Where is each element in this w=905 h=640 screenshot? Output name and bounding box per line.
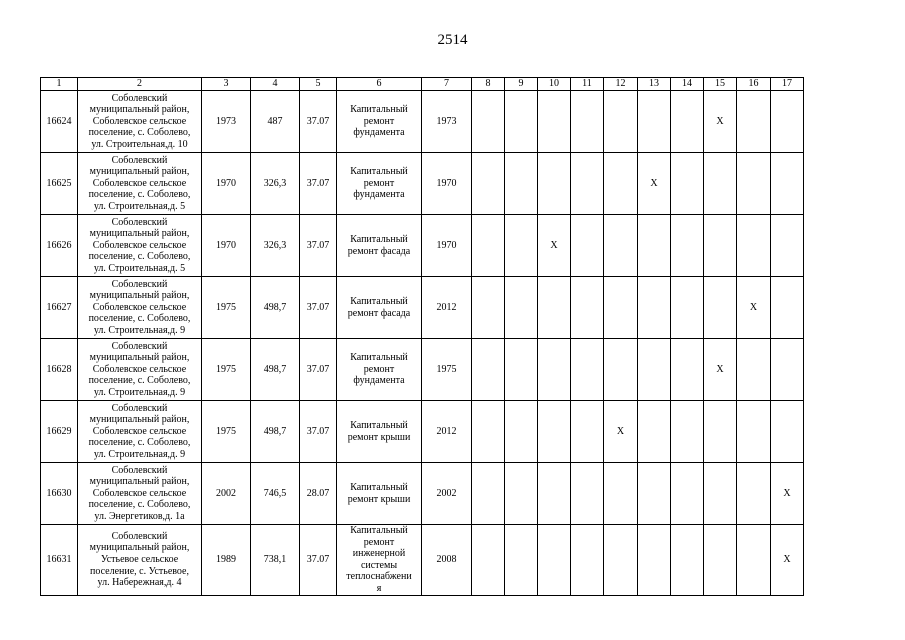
empty-cell — [604, 277, 638, 339]
empty-cell — [737, 215, 771, 277]
work-year-cell: 2008 — [422, 525, 472, 596]
table-row — [41, 153, 804, 215]
year-built-cell: 1975 — [202, 401, 251, 463]
work-type-cell: Капитальный ремонт фундамента — [337, 91, 422, 153]
column-header: 7 — [422, 78, 472, 91]
column-header: 14 — [671, 78, 704, 91]
year-built-cell: 1975 — [202, 277, 251, 339]
work-type-cell: Капитальный ремонт крыши — [337, 463, 422, 525]
empty-cell — [671, 215, 704, 277]
mark-cell: Х — [704, 91, 737, 153]
mark-cell: Х — [604, 401, 638, 463]
empty-cell — [638, 339, 671, 401]
code-cell: 37.07 — [300, 525, 337, 596]
empty-cell — [771, 215, 804, 277]
empty-cell — [638, 215, 671, 277]
empty-cell — [704, 401, 737, 463]
empty-cell — [604, 525, 638, 596]
empty-cell — [704, 463, 737, 525]
mark-cell: Х — [771, 525, 804, 596]
empty-cell — [472, 277, 505, 339]
column-header: 13 — [638, 78, 671, 91]
empty-cell — [604, 91, 638, 153]
empty-cell — [505, 339, 538, 401]
row-id-cell: 16629 — [41, 401, 78, 463]
empty-cell — [704, 525, 737, 596]
work-type-cell: Капитальный ремонт фундамента — [337, 153, 422, 215]
code-cell: 28.07 — [300, 463, 337, 525]
column-header: 5 — [300, 78, 337, 91]
address-cell: Соболевский муниципальный район, Соболевское сельское поселение, с. Соболево, ул. Строительная,д. 9 — [78, 339, 202, 401]
empty-cell — [538, 277, 571, 339]
column-header-row — [41, 78, 804, 91]
empty-cell — [671, 91, 704, 153]
empty-cell — [737, 525, 771, 596]
empty-cell — [472, 401, 505, 463]
empty-cell — [604, 215, 638, 277]
empty-cell — [737, 463, 771, 525]
empty-cell — [771, 339, 804, 401]
code-cell: 37.07 — [300, 91, 337, 153]
empty-cell — [704, 215, 737, 277]
empty-cell — [771, 153, 804, 215]
mark-cell: Х — [638, 153, 671, 215]
work-type-cell: Капитальный ремонт фасада — [337, 277, 422, 339]
empty-cell — [638, 401, 671, 463]
empty-cell — [704, 277, 737, 339]
mark-cell: Х — [771, 463, 804, 525]
empty-cell — [771, 277, 804, 339]
table-row — [41, 277, 804, 339]
table-row — [41, 401, 804, 463]
work-type-cell: Капитальный ремонт фундамента — [337, 339, 422, 401]
empty-cell — [604, 339, 638, 401]
area-cell: 738,1 — [251, 525, 300, 596]
empty-cell — [472, 153, 505, 215]
empty-cell — [571, 277, 604, 339]
repair-schedule-table — [40, 77, 804, 596]
row-id-cell: 16631 — [41, 525, 78, 596]
area-cell: 746,5 — [251, 463, 300, 525]
work-type-cell: Капитальный ремонт инженерной системы теплоснабжени я — [337, 525, 422, 596]
row-id-cell: 16628 — [41, 339, 78, 401]
empty-cell — [571, 339, 604, 401]
code-cell: 37.07 — [300, 339, 337, 401]
empty-cell — [571, 215, 604, 277]
empty-cell — [571, 91, 604, 153]
column-header: 4 — [251, 78, 300, 91]
area-cell: 498,7 — [251, 401, 300, 463]
area-cell: 326,3 — [251, 153, 300, 215]
address-cell: Соболевский муниципальный район, Соболевское сельское поселение, с. Соболево, ул. Строительная,д. 5 — [78, 215, 202, 277]
empty-cell — [538, 525, 571, 596]
column-header: 1 — [41, 78, 78, 91]
empty-cell — [737, 91, 771, 153]
empty-cell — [472, 463, 505, 525]
column-header: 12 — [604, 78, 638, 91]
row-id-cell: 16626 — [41, 215, 78, 277]
empty-cell — [571, 401, 604, 463]
work-year-cell: 2012 — [422, 277, 472, 339]
empty-cell — [671, 463, 704, 525]
mark-cell: Х — [538, 215, 571, 277]
empty-cell — [538, 463, 571, 525]
address-cell: Соболевский муниципальный район, Соболевское сельское поселение, с. Соболево, ул. Строительная,д. 5 — [78, 153, 202, 215]
code-cell: 37.07 — [300, 401, 337, 463]
empty-cell — [505, 215, 538, 277]
empty-cell — [604, 463, 638, 525]
empty-cell — [638, 525, 671, 596]
empty-cell — [737, 339, 771, 401]
empty-cell — [771, 401, 804, 463]
address-cell: Соболевский муниципальный район, Соболевское сельское поселение, с. Соболево, ул. Строительная,д. 9 — [78, 277, 202, 339]
address-cell: Соболевский муниципальный район, Соболевское сельское поселение, с. Соболево, ул. Энергетиков,д. 1а — [78, 463, 202, 525]
year-built-cell: 1970 — [202, 215, 251, 277]
column-header: 2 — [78, 78, 202, 91]
empty-cell — [671, 525, 704, 596]
area-cell: 487 — [251, 91, 300, 153]
empty-cell — [505, 153, 538, 215]
row-id-cell: 16624 — [41, 91, 78, 153]
column-header: 10 — [538, 78, 571, 91]
table-row — [41, 525, 804, 596]
empty-cell — [538, 153, 571, 215]
code-cell: 37.07 — [300, 277, 337, 339]
empty-cell — [472, 339, 505, 401]
column-header: 9 — [505, 78, 538, 91]
empty-cell — [472, 525, 505, 596]
table-body — [41, 78, 804, 596]
empty-cell — [671, 339, 704, 401]
empty-cell — [505, 463, 538, 525]
table-row — [41, 91, 804, 153]
row-id-cell: 16625 — [41, 153, 78, 215]
year-built-cell: 1973 — [202, 91, 251, 153]
column-header: 17 — [771, 78, 804, 91]
empty-cell — [538, 91, 571, 153]
page-number: 2514 — [437, 32, 468, 48]
year-built-cell: 2002 — [202, 463, 251, 525]
table-row — [41, 463, 804, 525]
work-year-cell: 2002 — [422, 463, 472, 525]
code-cell: 37.07 — [300, 215, 337, 277]
row-id-cell: 16627 — [41, 277, 78, 339]
empty-cell — [737, 401, 771, 463]
column-header: 6 — [337, 78, 422, 91]
work-year-cell: 1975 — [422, 339, 472, 401]
work-type-cell: Капитальный ремонт крыши — [337, 401, 422, 463]
address-cell: Соболевский муниципальный район, Соболевское сельское поселение, с. Соболево, ул. Строительная,д. 10 — [78, 91, 202, 153]
empty-cell — [505, 401, 538, 463]
empty-cell — [571, 525, 604, 596]
year-built-cell: 1989 — [202, 525, 251, 596]
year-built-cell: 1975 — [202, 339, 251, 401]
empty-cell — [571, 153, 604, 215]
empty-cell — [472, 91, 505, 153]
area-cell: 326,3 — [251, 215, 300, 277]
column-header: 16 — [737, 78, 771, 91]
work-year-cell: 2012 — [422, 401, 472, 463]
work-type-cell: Капитальный ремонт фасада — [337, 215, 422, 277]
empty-cell — [472, 215, 505, 277]
code-cell: 37.07 — [300, 153, 337, 215]
empty-cell — [638, 463, 671, 525]
work-year-cell: 1970 — [422, 215, 472, 277]
empty-cell — [737, 153, 771, 215]
table-row — [41, 339, 804, 401]
empty-cell — [604, 153, 638, 215]
row-id-cell: 16630 — [41, 463, 78, 525]
empty-cell — [638, 277, 671, 339]
empty-cell — [771, 91, 804, 153]
address-cell: Соболевский муниципальный район, Устьевое сельское поселение, с. Устьевое, ул. Набережная,д. 4 — [78, 525, 202, 596]
empty-cell — [704, 153, 737, 215]
column-header: 8 — [472, 78, 505, 91]
empty-cell — [505, 277, 538, 339]
empty-cell — [638, 91, 671, 153]
empty-cell — [671, 277, 704, 339]
empty-cell — [571, 463, 604, 525]
column-header: 15 — [704, 78, 737, 91]
column-header: 3 — [202, 78, 251, 91]
area-cell: 498,7 — [251, 277, 300, 339]
table-row — [41, 215, 804, 277]
empty-cell — [505, 91, 538, 153]
mark-cell: Х — [704, 339, 737, 401]
address-cell: Соболевский муниципальный район, Соболевское сельское поселение, с. Соболево, ул. Строительная,д. 9 — [78, 401, 202, 463]
empty-cell — [538, 339, 571, 401]
empty-cell — [671, 401, 704, 463]
column-header: 11 — [571, 78, 604, 91]
work-year-cell: 1970 — [422, 153, 472, 215]
area-cell: 498,7 — [251, 339, 300, 401]
mark-cell: Х — [737, 277, 771, 339]
year-built-cell: 1970 — [202, 153, 251, 215]
work-year-cell: 1973 — [422, 91, 472, 153]
empty-cell — [538, 401, 571, 463]
empty-cell — [505, 525, 538, 596]
empty-cell — [671, 153, 704, 215]
